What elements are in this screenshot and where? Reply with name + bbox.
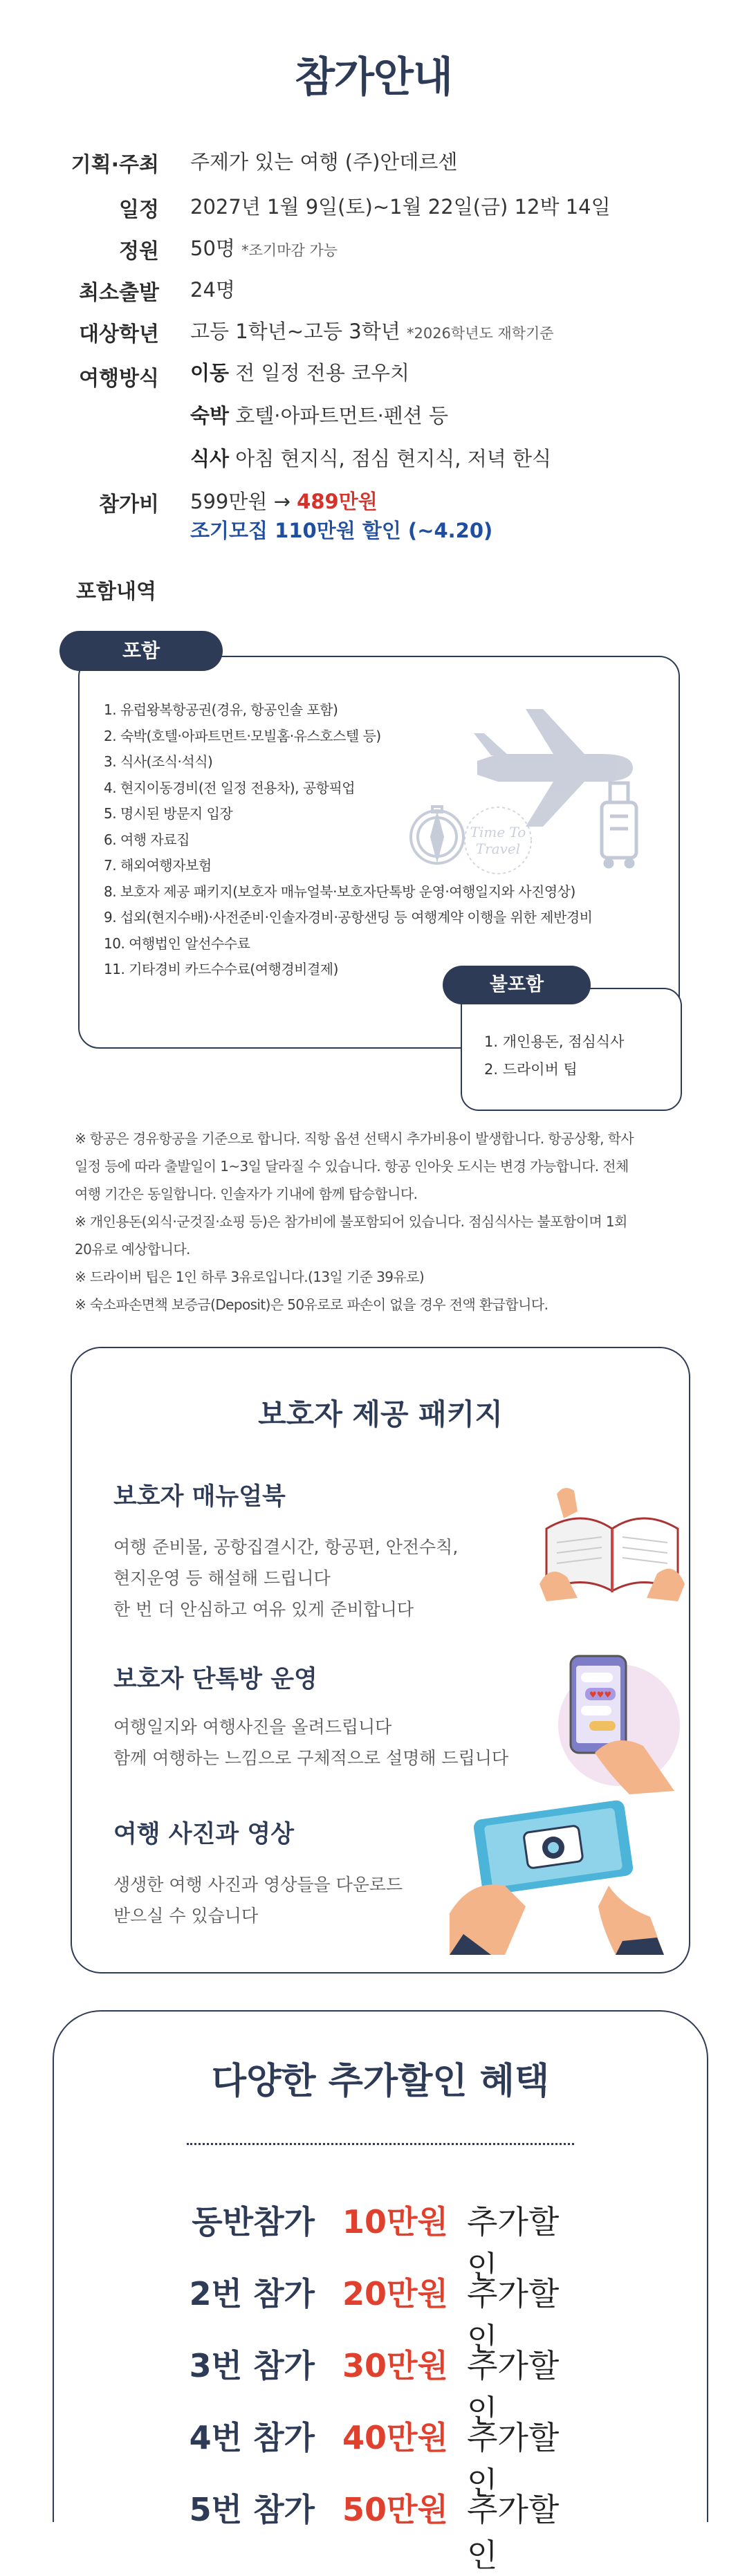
luggage-icon xyxy=(602,783,636,867)
price-sale: 489만원 xyxy=(297,490,378,513)
notes xyxy=(75,1125,683,1318)
info-label: 최소출발 xyxy=(79,281,159,305)
note-line: 여행 기간은 동일합니다. 인솔자가 기내에 함께 탑승합니다. xyxy=(75,1186,418,1202)
note-line: 20유로 예상합니다. xyxy=(75,1241,190,1258)
discount-amount: 20만원 xyxy=(342,2275,448,2312)
time-to-travel-stamp-icon xyxy=(465,807,531,874)
info-row-minimum xyxy=(42,275,706,306)
grade-value: 고등 1학년~고등 3학년 xyxy=(190,320,400,343)
info-value: 2027년 1월 9일(토)~1월 22일(금) 12박 14일 xyxy=(190,195,611,219)
note-line: ※ 항공은 경유항공을 기준으로 합니다. 직항 옵션 선택시 추가비용이 발생합니다. 항공상황, 학사 xyxy=(75,1130,634,1147)
package-text: 여행 준비물, 공항집결시간, 항공편, 안전수칙, 현지운영 등 해설해 드립니다 한 번 더 안심하고 여유 있게 준비합니다 xyxy=(113,1537,459,1619)
note-line: ※ 개인용돈(외식·군것질·쇼핑 등)은 참가비에 불포함되어 있습니다. 점심식사는 불포함이며 1회 xyxy=(75,1213,627,1230)
info-value: 주제가 있는 여행 (주)안데르센 xyxy=(190,150,458,174)
list-item: 5. 명시된 방문지 입장 xyxy=(104,805,233,822)
package-text: 생생한 여행 사진과 영상들을 다운로드 받으실 수 있습니다 xyxy=(113,1875,403,1926)
list-item: 2. 숙박(호텔·아파트먼트·모빌홈·유스호스텔 등) xyxy=(104,727,381,744)
info-row-price xyxy=(42,487,706,545)
list-item: 11. 기타경비 카드수수료(여행경비결제) xyxy=(104,961,338,977)
grade-note: *2026학년도 재학기준 xyxy=(406,325,554,342)
discount-title: 다양한 추가할인 혜택 xyxy=(211,2061,550,2102)
list-item: 2. 드라이버 팁 xyxy=(484,1061,578,1078)
price-early-discount: 조기모집 110만원 할인 (~4.20) xyxy=(190,519,493,543)
note-line: 일정 등에 따라 출발일이 1~3일 달라질 수 있습니다. 항공 인아웃 도시는 변경 가능합니다. 전체 xyxy=(75,1158,629,1175)
guardian-package-title: 보호자 제공 패키지 xyxy=(258,1397,503,1431)
discount-divider xyxy=(187,2143,574,2145)
phone-chat-icon xyxy=(553,1649,685,1794)
info-label: 대상학년 xyxy=(79,322,159,347)
info-row-organizer xyxy=(42,147,706,178)
note-line: ※ 드라이버 팁은 1인 하루 3유로입니다.(13일 기준 39유로) xyxy=(75,1269,425,1285)
discount-suffix: 추가할인 xyxy=(467,2491,560,2574)
package-heading: 보호자 단톡방 운영 xyxy=(113,1666,317,1693)
capacity-note: *조기마감 가능 xyxy=(241,242,338,259)
info-value xyxy=(190,317,554,346)
list-item: 8. 보호자 제공 패키지(보호자 매뉴얼북·보호자단톡방 운영·여행일지와 사진영상) xyxy=(104,883,575,900)
list-item: 1. 개인용돈, 점심식사 xyxy=(484,1033,625,1050)
discount-label: 2번 참가 xyxy=(189,2275,315,2312)
price-original: 599만원 xyxy=(190,490,268,513)
discount-suffix: 추가할인 xyxy=(467,2419,560,2502)
compass-icon xyxy=(411,807,463,863)
svg-text:Time To: Time To xyxy=(470,824,526,840)
discount-label: 4번 참가 xyxy=(189,2419,315,2456)
info-label: 참가비 xyxy=(99,493,159,517)
list-item: 1. 유럽왕복항공권(경유, 항공인솔 포함) xyxy=(104,701,338,718)
package-text: 여행일지와 여행사진을 올려드립니다 함께 여행하는 느낌으로 구체적으로 설명해 드립니다 xyxy=(113,1717,509,1768)
tablet-camera-icon xyxy=(450,1796,678,1955)
discount-suffix: 추가할인 xyxy=(467,2203,560,2286)
discount-suffix: 추가할인 xyxy=(467,2275,560,2358)
discount-amount: 50만원 xyxy=(342,2491,448,2528)
excludes-list xyxy=(484,1028,624,1083)
package-heading: 여행 사진과 영상 xyxy=(113,1821,295,1848)
list-item: 4. 현지이동경비(전 일정 전용차), 공항픽업 xyxy=(104,779,356,796)
list-item: 3. 식사(조식·석식) xyxy=(104,753,213,770)
info-row-schedule xyxy=(42,192,706,223)
info-row-travel-mode xyxy=(42,361,706,480)
list-item: 9. 섭외(현지수배)·사전준비·인솔자경비·공항샌딩 등 여행계약 이행을 위한 제반경비 xyxy=(104,909,593,926)
list-item: 6. 여행 자료집 xyxy=(104,831,190,848)
note-line: ※ 숙소파손면책 보증금(Deposit)은 50유로로 파손이 없을 경우 전액 환급합니다. xyxy=(75,1296,548,1313)
travel-illustration xyxy=(394,706,657,892)
info-row-capacity xyxy=(42,234,706,264)
page-title: 참가안내 xyxy=(295,53,452,102)
capacity-value: 50명 xyxy=(190,237,235,260)
airplane-icon xyxy=(474,709,633,827)
open-book-icon xyxy=(540,1480,685,1601)
info-row-grade xyxy=(42,317,706,347)
discount-suffix: 추가할인 xyxy=(467,2347,560,2430)
discount-label: 5번 참가 xyxy=(189,2491,315,2528)
list-item: 7. 해외여행자보험 xyxy=(104,857,212,874)
list-item: 10. 여행법인 알선수수료 xyxy=(104,935,250,952)
info-label: 여행방식 xyxy=(79,367,159,391)
svg-text:Travel: Travel xyxy=(475,840,521,857)
info-value xyxy=(190,487,492,545)
info-label: 정원 xyxy=(119,239,159,264)
info-value: 24명 xyxy=(190,278,235,302)
package-heading: 보호자 매뉴얼북 xyxy=(113,1483,286,1511)
price-arrow: → xyxy=(273,490,290,513)
includes-pill: 포함 xyxy=(59,631,223,671)
discount-amount: 10만원 xyxy=(342,2203,448,2241)
mode-transport: 이동 전 일정 전용 코우치 xyxy=(190,361,410,385)
mode-meals: 식사 아침 현지식, 점심 현지식, 저녁 한식 xyxy=(190,447,551,470)
info-label: 기획·주최 xyxy=(71,153,159,177)
discount-label: 동반참가 xyxy=(192,2203,315,2241)
mode-lodging: 숙박 호텔·아파트먼트·펜션 등 xyxy=(190,404,449,427)
discount-amount: 40만원 xyxy=(342,2419,448,2456)
discount-label: 3번 참가 xyxy=(189,2347,315,2384)
discount-row xyxy=(0,2485,747,2576)
includes-section-label: 포함내역 xyxy=(76,580,156,604)
svg-text:♥♥♥: ♥♥♥ xyxy=(589,1690,612,1700)
info-label: 일정 xyxy=(119,198,159,222)
info-value xyxy=(190,351,551,480)
info-value xyxy=(190,234,338,263)
discount-amount: 30만원 xyxy=(342,2347,448,2384)
excludes-pill: 불포함 xyxy=(443,966,591,1004)
